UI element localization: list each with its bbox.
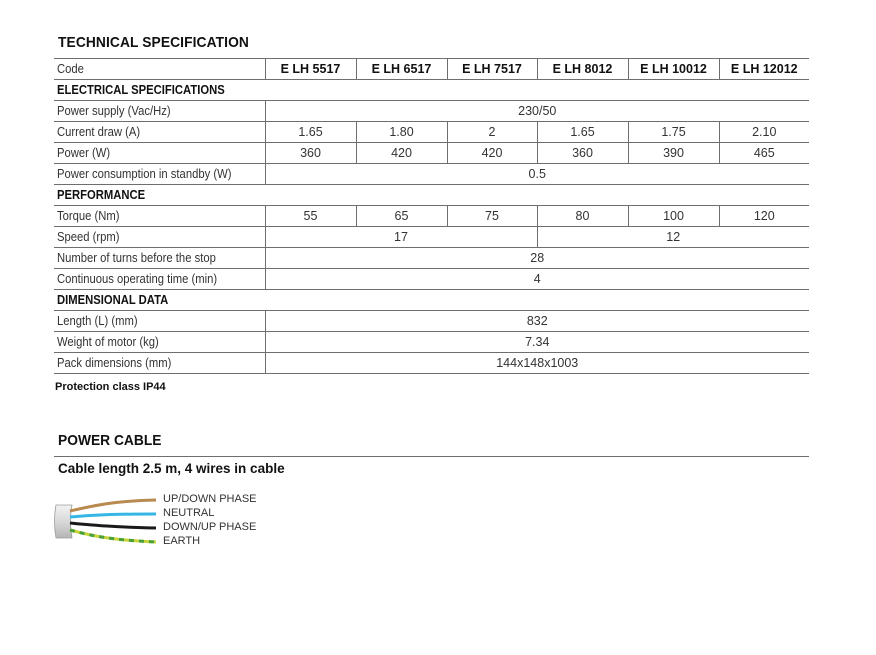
section-header: DIMENSIONAL DATA: [54, 290, 809, 311]
row-value: 360: [265, 143, 356, 164]
wire-blue: [70, 514, 156, 517]
cable-wire-illustration: [52, 490, 160, 552]
row-value: 390: [628, 143, 719, 164]
table-row: [54, 227, 809, 248]
row-value: 28: [265, 248, 809, 269]
wire-brown: [70, 500, 156, 511]
table-row: [54, 332, 809, 353]
model-code: E LH 7517: [447, 59, 537, 80]
row-value: 144x148x1003: [265, 353, 809, 374]
table-row: [54, 248, 809, 269]
row-value: 420: [356, 143, 447, 164]
wire-label: NEUTRAL: [163, 507, 215, 519]
table-row: [54, 101, 809, 122]
row-label: Weight of motor (kg): [54, 332, 265, 353]
row-value: 75: [447, 206, 537, 227]
row-value: 360: [537, 143, 628, 164]
table-header-row: [54, 59, 809, 80]
wire-label: DOWN/UP PHASE: [163, 521, 257, 533]
row-value: 1.65: [265, 122, 356, 143]
row-label: Current draw (A): [54, 122, 265, 143]
row-value: 832: [265, 311, 809, 332]
row-label: Speed (rpm): [54, 227, 265, 248]
model-code: E LH 8012: [537, 59, 628, 80]
cable-length-text: Cable length 2.5 m, 4 wires in cable: [58, 461, 285, 476]
section-header: PERFORMANCE: [54, 185, 809, 206]
row-value: 0.5: [265, 164, 809, 185]
row-value: 1.80: [356, 122, 447, 143]
row-value: 2.10: [719, 122, 809, 143]
row-value: 1.75: [628, 122, 719, 143]
row-value: 120: [719, 206, 809, 227]
table-row: [54, 206, 809, 227]
page-title: TECHNICAL SPECIFICATION: [58, 34, 249, 51]
divider: [54, 456, 809, 457]
row-label: Continuous operating time (min): [54, 269, 265, 290]
row-label: Power consumption in standby (W): [54, 164, 265, 185]
table-row: [54, 269, 809, 290]
row-value: 465: [719, 143, 809, 164]
row-value: 100: [628, 206, 719, 227]
row-label: Torque (Nm): [54, 206, 265, 227]
wire-earth-stripe: [70, 530, 156, 542]
row-value: 65: [356, 206, 447, 227]
row-value: 12: [537, 227, 809, 248]
row-label: Length (L) (mm): [54, 311, 265, 332]
cable-sheath: [55, 505, 73, 538]
table-row: [54, 311, 809, 332]
row-value: 230/50: [265, 101, 809, 122]
row-value: 7.34: [265, 332, 809, 353]
row-label: Power supply (Vac/Hz): [54, 101, 265, 122]
row-value: 420: [447, 143, 537, 164]
model-code: E LH 12012: [719, 59, 809, 80]
row-value: 2: [447, 122, 537, 143]
row-value: 4: [265, 269, 809, 290]
section-title: POWER CABLE: [58, 432, 162, 449]
section-header: ELECTRICAL SPECIFICATIONS: [54, 80, 809, 101]
model-code: E LH 5517: [265, 59, 356, 80]
protection-class: Protection class IP44: [55, 381, 166, 393]
wire-label: EARTH: [163, 535, 201, 547]
row-value: 80: [537, 206, 628, 227]
table-row: [54, 164, 809, 185]
table-row: [54, 143, 809, 164]
row-label: Number of turns before the stop: [54, 248, 265, 269]
row-label: Power (W): [54, 143, 265, 164]
code-label: Code: [54, 59, 265, 80]
row-value: 17: [265, 227, 537, 248]
table-row: [54, 122, 809, 143]
table-row: [54, 353, 809, 374]
model-code: E LH 6517: [356, 59, 447, 80]
row-value: 1.65: [537, 122, 628, 143]
wire-black: [70, 523, 156, 528]
row-label: Pack dimensions (mm): [54, 353, 265, 374]
spec-table: [54, 58, 809, 374]
wire-label: UP/DOWN PHASE: [163, 493, 257, 505]
row-value: 55: [265, 206, 356, 227]
model-code: E LH 10012: [628, 59, 719, 80]
